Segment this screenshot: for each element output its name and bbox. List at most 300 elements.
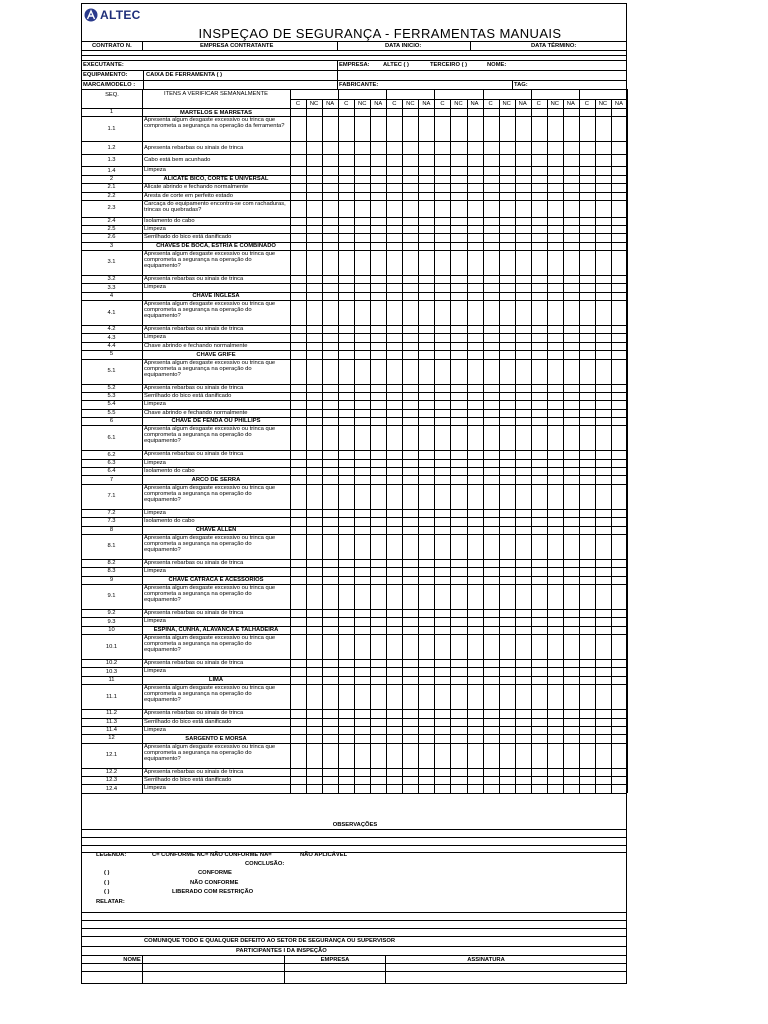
check-cell-c[interactable]	[579, 559, 595, 567]
check-cell-c[interactable]	[483, 609, 499, 617]
check-cell-c[interactable]	[386, 709, 402, 717]
check-cell-na[interactable]	[467, 242, 483, 250]
check-cell-na[interactable]	[515, 526, 531, 534]
check-cell-na[interactable]	[322, 233, 338, 241]
check-cell-nc[interactable]	[547, 684, 563, 709]
check-cell-na[interactable]	[467, 459, 483, 467]
check-cell-nc[interactable]	[499, 250, 515, 275]
check-cell-na[interactable]	[370, 617, 386, 625]
check-cell-na[interactable]	[563, 116, 579, 141]
check-cell-nc[interactable]	[306, 509, 322, 517]
check-cell-c[interactable]	[531, 342, 547, 350]
check-cell-c[interactable]	[290, 154, 306, 167]
check-cell-nc[interactable]	[402, 333, 418, 341]
check-cell-c[interactable]	[434, 709, 450, 717]
check-cell-nc[interactable]	[354, 192, 370, 200]
check-cell-nc[interactable]	[402, 617, 418, 625]
check-cell-na[interactable]	[563, 217, 579, 225]
check-cell-c[interactable]	[338, 225, 354, 233]
check-cell-na[interactable]	[515, 350, 531, 358]
check-cell-na[interactable]	[322, 484, 338, 509]
check-cell-c[interactable]	[483, 242, 499, 250]
check-cell-na[interactable]	[467, 768, 483, 776]
check-cell-c[interactable]	[386, 108, 402, 116]
check-cell-c[interactable]	[483, 116, 499, 141]
check-cell-nc[interactable]	[354, 350, 370, 358]
check-cell-c[interactable]	[483, 359, 499, 384]
check-cell-na[interactable]	[370, 242, 386, 250]
check-cell-nc[interactable]	[499, 517, 515, 525]
check-cell-nc[interactable]	[547, 718, 563, 726]
check-cell-c[interactable]	[290, 684, 306, 709]
check-cell-nc[interactable]	[306, 676, 322, 684]
check-cell-c[interactable]	[386, 333, 402, 341]
check-cell-na[interactable]	[467, 450, 483, 458]
check-cell-c[interactable]	[386, 718, 402, 726]
check-cell-c[interactable]	[579, 166, 595, 174]
check-cell-c[interactable]	[579, 659, 595, 667]
check-cell-c[interactable]	[290, 667, 306, 675]
check-cell-c[interactable]	[386, 400, 402, 408]
check-cell-nc[interactable]	[499, 217, 515, 225]
check-cell-na[interactable]	[515, 659, 531, 667]
check-cell-nc[interactable]	[402, 609, 418, 617]
check-cell-na[interactable]	[467, 342, 483, 350]
check-cell-na[interactable]	[611, 225, 627, 233]
check-cell-na[interactable]	[515, 709, 531, 717]
check-cell-nc[interactable]	[547, 484, 563, 509]
check-cell-na[interactable]	[322, 768, 338, 776]
check-cell-na[interactable]	[515, 475, 531, 483]
check-cell-c[interactable]	[434, 283, 450, 291]
check-cell-na[interactable]	[563, 200, 579, 217]
check-cell-nc[interactable]	[402, 275, 418, 283]
check-cell-nc[interactable]	[354, 659, 370, 667]
check-cell-nc[interactable]	[595, 734, 611, 742]
check-cell-na[interactable]	[418, 609, 434, 617]
check-cell-na[interactable]	[370, 275, 386, 283]
check-cell-nc[interactable]	[306, 225, 322, 233]
check-cell-na[interactable]	[322, 634, 338, 659]
check-cell-nc[interactable]	[354, 784, 370, 792]
check-cell-na[interactable]	[322, 718, 338, 726]
check-cell-na[interactable]	[515, 183, 531, 191]
check-cell-na[interactable]	[322, 359, 338, 384]
check-cell-c[interactable]	[579, 350, 595, 358]
check-cell-c[interactable]	[290, 200, 306, 217]
check-cell-nc[interactable]	[402, 183, 418, 191]
check-cell-nc[interactable]	[450, 475, 466, 483]
check-cell-na[interactable]	[418, 217, 434, 225]
check-cell-c[interactable]	[386, 325, 402, 333]
check-cell-c[interactable]	[386, 141, 402, 154]
check-cell-na[interactable]	[370, 325, 386, 333]
check-cell-nc[interactable]	[450, 450, 466, 458]
check-cell-na[interactable]	[563, 634, 579, 659]
check-cell-na[interactable]	[467, 192, 483, 200]
check-cell-na[interactable]	[322, 283, 338, 291]
check-cell-na[interactable]	[370, 559, 386, 567]
check-cell-nc[interactable]	[402, 242, 418, 250]
check-cell-c[interactable]	[579, 217, 595, 225]
check-cell-na[interactable]	[563, 384, 579, 392]
check-cell-na[interactable]	[515, 154, 531, 167]
check-cell-nc[interactable]	[595, 617, 611, 625]
check-cell-na[interactable]	[370, 467, 386, 475]
check-cell-nc[interactable]	[450, 217, 466, 225]
check-cell-c[interactable]	[434, 726, 450, 734]
check-cell-na[interactable]	[370, 425, 386, 450]
check-cell-nc[interactable]	[499, 676, 515, 684]
check-cell-nc[interactable]	[402, 325, 418, 333]
check-cell-c[interactable]	[483, 768, 499, 776]
check-cell-nc[interactable]	[547, 609, 563, 617]
check-cell-nc[interactable]	[354, 333, 370, 341]
check-cell-c[interactable]	[483, 450, 499, 458]
check-cell-c[interactable]	[434, 667, 450, 675]
check-cell-c[interactable]	[531, 475, 547, 483]
check-cell-c[interactable]	[531, 667, 547, 675]
check-cell-c[interactable]	[579, 784, 595, 792]
check-cell-c[interactable]	[386, 743, 402, 768]
check-cell-na[interactable]	[322, 175, 338, 183]
check-cell-nc[interactable]	[450, 626, 466, 634]
check-cell-na[interactable]	[611, 166, 627, 174]
check-cell-nc[interactable]	[306, 217, 322, 225]
check-cell-na[interactable]	[418, 517, 434, 525]
check-cell-na[interactable]	[611, 325, 627, 333]
check-cell-nc[interactable]	[354, 517, 370, 525]
check-cell-c[interactable]	[434, 559, 450, 567]
check-cell-nc[interactable]	[354, 626, 370, 634]
check-cell-nc[interactable]	[499, 768, 515, 776]
check-cell-nc[interactable]	[499, 116, 515, 141]
check-cell-na[interactable]	[467, 667, 483, 675]
check-cell-c[interactable]	[290, 726, 306, 734]
check-cell-nc[interactable]	[402, 459, 418, 467]
check-cell-c[interactable]	[434, 743, 450, 768]
check-cell-c[interactable]	[579, 726, 595, 734]
check-cell-nc[interactable]	[499, 450, 515, 458]
check-cell-na[interactable]	[563, 776, 579, 784]
check-cell-c[interactable]	[434, 175, 450, 183]
check-cell-nc[interactable]	[402, 676, 418, 684]
check-cell-na[interactable]	[563, 333, 579, 341]
check-cell-nc[interactable]	[499, 392, 515, 400]
check-cell-nc[interactable]	[402, 517, 418, 525]
check-cell-na[interactable]	[418, 417, 434, 425]
check-cell-na[interactable]	[515, 417, 531, 425]
check-cell-c[interactable]	[579, 225, 595, 233]
check-cell-na[interactable]	[563, 275, 579, 283]
check-cell-na[interactable]	[611, 784, 627, 792]
check-cell-nc[interactable]	[402, 175, 418, 183]
check-cell-c[interactable]	[338, 116, 354, 141]
check-cell-nc[interactable]	[354, 183, 370, 191]
check-cell-na[interactable]	[611, 342, 627, 350]
check-cell-nc[interactable]	[547, 342, 563, 350]
check-cell-nc[interactable]	[595, 559, 611, 567]
check-cell-na[interactable]	[418, 233, 434, 241]
check-cell-c[interactable]	[434, 517, 450, 525]
check-cell-c[interactable]	[290, 400, 306, 408]
check-cell-nc[interactable]	[354, 242, 370, 250]
check-cell-nc[interactable]	[547, 559, 563, 567]
check-cell-na[interactable]	[563, 166, 579, 174]
check-cell-c[interactable]	[290, 242, 306, 250]
check-cell-c[interactable]	[579, 776, 595, 784]
check-cell-nc[interactable]	[499, 534, 515, 559]
check-cell-c[interactable]	[483, 225, 499, 233]
check-cell-nc[interactable]	[547, 626, 563, 634]
check-cell-nc[interactable]	[547, 526, 563, 534]
check-cell-c[interactable]	[531, 676, 547, 684]
check-cell-na[interactable]	[418, 776, 434, 784]
check-cell-c[interactable]	[483, 459, 499, 467]
check-cell-c[interactable]	[386, 192, 402, 200]
check-cell-nc[interactable]	[450, 400, 466, 408]
check-cell-nc[interactable]	[547, 166, 563, 174]
check-cell-nc[interactable]	[306, 659, 322, 667]
check-cell-nc[interactable]	[547, 517, 563, 525]
check-cell-c[interactable]	[290, 350, 306, 358]
check-cell-nc[interactable]	[354, 617, 370, 625]
check-cell-nc[interactable]	[499, 509, 515, 517]
check-cell-c[interactable]	[338, 108, 354, 116]
check-cell-na[interactable]	[563, 526, 579, 534]
check-cell-c[interactable]	[338, 626, 354, 634]
check-cell-nc[interactable]	[354, 634, 370, 659]
check-cell-c[interactable]	[483, 626, 499, 634]
check-cell-na[interactable]	[467, 333, 483, 341]
check-cell-nc[interactable]	[354, 709, 370, 717]
check-cell-nc[interactable]	[402, 166, 418, 174]
check-cell-nc[interactable]	[595, 175, 611, 183]
check-cell-nc[interactable]	[354, 250, 370, 275]
check-cell-nc[interactable]	[354, 776, 370, 784]
check-cell-nc[interactable]	[354, 225, 370, 233]
check-cell-nc[interactable]	[306, 417, 322, 425]
check-cell-na[interactable]	[611, 350, 627, 358]
check-cell-nc[interactable]	[450, 250, 466, 275]
check-cell-na[interactable]	[322, 250, 338, 275]
check-cell-na[interactable]	[322, 584, 338, 609]
check-cell-c[interactable]	[434, 576, 450, 584]
check-cell-nc[interactable]	[354, 475, 370, 483]
check-cell-c[interactable]	[579, 484, 595, 509]
check-cell-nc[interactable]	[306, 526, 322, 534]
check-cell-c[interactable]	[434, 166, 450, 174]
check-cell-na[interactable]	[611, 108, 627, 116]
check-cell-c[interactable]	[386, 584, 402, 609]
check-cell-nc[interactable]	[450, 166, 466, 174]
check-cell-c[interactable]	[290, 141, 306, 154]
check-cell-c[interactable]	[483, 684, 499, 709]
check-cell-na[interactable]	[515, 333, 531, 341]
check-cell-c[interactable]	[579, 400, 595, 408]
check-cell-na[interactable]	[322, 425, 338, 450]
check-cell-c[interactable]	[531, 559, 547, 567]
check-cell-na[interactable]	[467, 292, 483, 300]
check-cell-c[interactable]	[531, 217, 547, 225]
check-cell-c[interactable]	[579, 359, 595, 384]
check-cell-na[interactable]	[418, 743, 434, 768]
check-cell-nc[interactable]	[450, 392, 466, 400]
check-cell-na[interactable]	[563, 359, 579, 384]
check-cell-na[interactable]	[467, 534, 483, 559]
check-cell-na[interactable]	[515, 676, 531, 684]
check-cell-na[interactable]	[467, 166, 483, 174]
check-cell-na[interactable]	[515, 233, 531, 241]
check-cell-nc[interactable]	[595, 154, 611, 167]
check-cell-c[interactable]	[338, 192, 354, 200]
check-cell-na[interactable]	[611, 684, 627, 709]
check-cell-nc[interactable]	[354, 217, 370, 225]
check-cell-nc[interactable]	[499, 617, 515, 625]
check-cell-c[interactable]	[290, 584, 306, 609]
check-cell-c[interactable]	[483, 400, 499, 408]
check-cell-c[interactable]	[386, 392, 402, 400]
check-cell-na[interactable]	[467, 183, 483, 191]
check-cell-c[interactable]	[386, 342, 402, 350]
check-cell-na[interactable]	[418, 534, 434, 559]
check-cell-c[interactable]	[531, 743, 547, 768]
check-cell-c[interactable]	[338, 175, 354, 183]
check-cell-nc[interactable]	[595, 659, 611, 667]
check-cell-na[interactable]	[370, 567, 386, 575]
check-cell-na[interactable]	[611, 175, 627, 183]
check-cell-na[interactable]	[322, 559, 338, 567]
check-cell-na[interactable]	[418, 734, 434, 742]
check-cell-nc[interactable]	[402, 250, 418, 275]
check-cell-c[interactable]	[579, 233, 595, 241]
check-cell-c[interactable]	[386, 776, 402, 784]
check-cell-na[interactable]	[515, 726, 531, 734]
check-cell-na[interactable]	[515, 166, 531, 174]
check-cell-c[interactable]	[290, 300, 306, 325]
check-cell-na[interactable]	[611, 450, 627, 458]
check-cell-nc[interactable]	[595, 217, 611, 225]
check-cell-c[interactable]	[386, 183, 402, 191]
check-cell-c[interactable]	[483, 141, 499, 154]
check-cell-c[interactable]	[386, 517, 402, 525]
check-cell-na[interactable]	[515, 108, 531, 116]
check-cell-nc[interactable]	[547, 175, 563, 183]
check-cell-nc[interactable]	[595, 200, 611, 217]
check-cell-na[interactable]	[370, 768, 386, 776]
check-cell-na[interactable]	[322, 392, 338, 400]
check-cell-nc[interactable]	[402, 475, 418, 483]
check-cell-c[interactable]	[434, 242, 450, 250]
check-cell-c[interactable]	[338, 141, 354, 154]
check-cell-na[interactable]	[563, 400, 579, 408]
check-cell-nc[interactable]	[547, 292, 563, 300]
check-cell-c[interactable]	[338, 475, 354, 483]
check-cell-nc[interactable]	[402, 417, 418, 425]
check-cell-nc[interactable]	[595, 584, 611, 609]
check-cell-c[interactable]	[531, 384, 547, 392]
check-cell-c[interactable]	[483, 517, 499, 525]
check-cell-c[interactable]	[434, 400, 450, 408]
check-cell-na[interactable]	[418, 175, 434, 183]
check-cell-na[interactable]	[322, 417, 338, 425]
check-cell-na[interactable]	[515, 734, 531, 742]
check-cell-nc[interactable]	[547, 225, 563, 233]
check-cell-na[interactable]	[611, 300, 627, 325]
check-cell-c[interactable]	[531, 300, 547, 325]
check-cell-c[interactable]	[290, 250, 306, 275]
check-cell-nc[interactable]	[595, 467, 611, 475]
check-cell-na[interactable]	[563, 784, 579, 792]
check-cell-c[interactable]	[290, 325, 306, 333]
check-cell-c[interactable]	[531, 509, 547, 517]
check-cell-na[interactable]	[563, 175, 579, 183]
check-cell-na[interactable]	[515, 392, 531, 400]
check-cell-na[interactable]	[515, 325, 531, 333]
check-cell-c[interactable]	[483, 709, 499, 717]
check-cell-c[interactable]	[483, 667, 499, 675]
check-cell-c[interactable]	[434, 450, 450, 458]
check-cell-c[interactable]	[290, 768, 306, 776]
check-cell-nc[interactable]	[306, 709, 322, 717]
check-cell-c[interactable]	[338, 576, 354, 584]
check-cell-c[interactable]	[531, 242, 547, 250]
check-cell-na[interactable]	[563, 242, 579, 250]
check-cell-nc[interactable]	[499, 154, 515, 167]
check-cell-c[interactable]	[290, 333, 306, 341]
check-cell-na[interactable]	[322, 509, 338, 517]
check-cell-na[interactable]	[467, 776, 483, 784]
check-cell-na[interactable]	[611, 743, 627, 768]
check-cell-nc[interactable]	[306, 475, 322, 483]
check-cell-c[interactable]	[579, 667, 595, 675]
check-cell-c[interactable]	[338, 776, 354, 784]
check-cell-na[interactable]	[515, 484, 531, 509]
check-cell-nc[interactable]	[595, 242, 611, 250]
check-cell-nc[interactable]	[402, 154, 418, 167]
check-cell-na[interactable]	[370, 676, 386, 684]
check-cell-c[interactable]	[386, 768, 402, 776]
check-cell-c[interactable]	[386, 200, 402, 217]
check-cell-c[interactable]	[290, 784, 306, 792]
check-cell-na[interactable]	[370, 166, 386, 174]
check-cell-c[interactable]	[483, 250, 499, 275]
check-cell-na[interactable]	[611, 400, 627, 408]
check-cell-na[interactable]	[563, 192, 579, 200]
check-cell-na[interactable]	[611, 192, 627, 200]
check-cell-c[interactable]	[338, 659, 354, 667]
check-cell-nc[interactable]	[402, 359, 418, 384]
check-cell-nc[interactable]	[547, 400, 563, 408]
check-cell-c[interactable]	[483, 484, 499, 509]
check-cell-na[interactable]	[418, 242, 434, 250]
check-cell-nc[interactable]	[354, 534, 370, 559]
check-cell-c[interactable]	[386, 225, 402, 233]
check-cell-na[interactable]	[467, 567, 483, 575]
check-cell-na[interactable]	[611, 459, 627, 467]
check-cell-c[interactable]	[386, 509, 402, 517]
check-cell-c[interactable]	[290, 275, 306, 283]
check-cell-nc[interactable]	[595, 784, 611, 792]
check-cell-nc[interactable]	[450, 417, 466, 425]
check-cell-nc[interactable]	[354, 734, 370, 742]
check-cell-na[interactable]	[418, 467, 434, 475]
check-cell-nc[interactable]	[354, 768, 370, 776]
check-cell-c[interactable]	[386, 526, 402, 534]
check-cell-nc[interactable]	[306, 384, 322, 392]
check-cell-nc[interactable]	[306, 175, 322, 183]
check-cell-nc[interactable]	[306, 534, 322, 559]
